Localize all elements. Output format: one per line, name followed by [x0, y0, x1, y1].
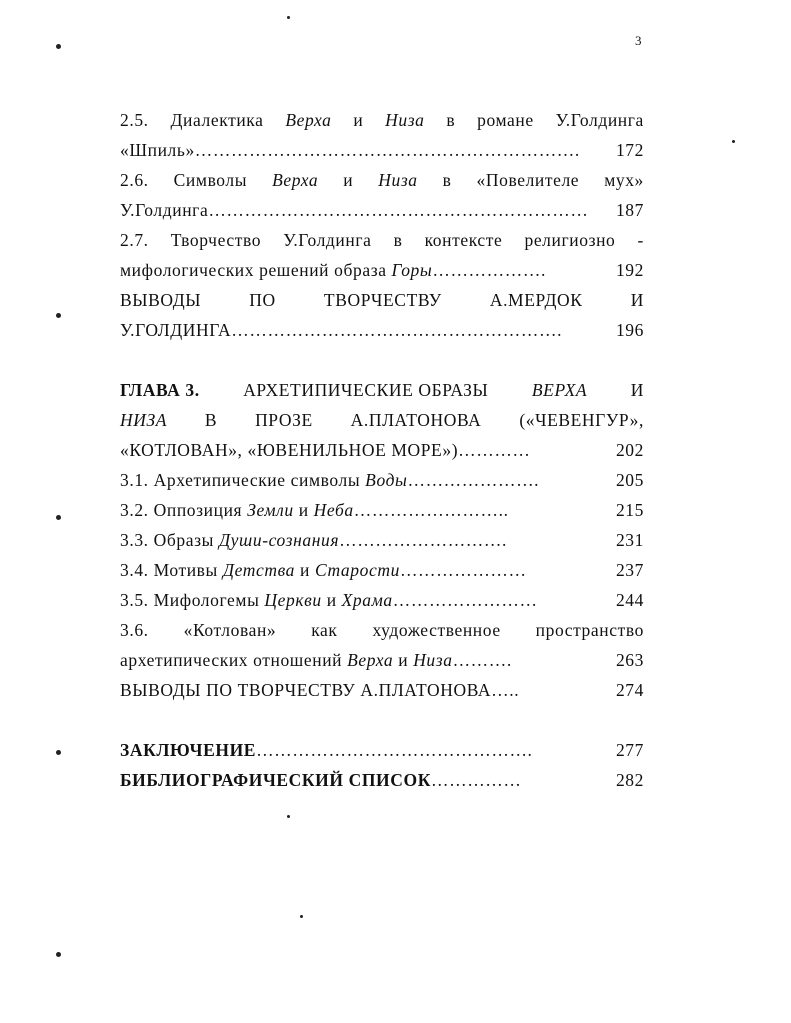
toc-conclusions-2-line-2	[120, 315, 644, 345]
toc-entry-3-5	[120, 585, 644, 615]
page-number: 3	[635, 33, 642, 48]
toc-text: мифологических решений образа	[120, 260, 392, 280]
toc-text: и	[295, 560, 315, 580]
toc-leader: ……………………………………….	[256, 740, 533, 760]
toc-word: контексте	[424, 230, 503, 250]
toc-bibliography	[120, 765, 644, 795]
toc-page-number: 231	[615, 530, 644, 550]
toc-leader: «Шпиль»……………………………………………………….	[120, 140, 580, 160]
toc-leader: ……….	[452, 650, 512, 670]
toc-page-number: 237	[615, 560, 644, 580]
toc-chapter-3-line-3	[120, 435, 644, 465]
toc-leader-group	[120, 585, 538, 615]
toc-word: романе	[477, 110, 534, 130]
toc-leader: ВЫВОДЫ ПО ТВОРЧЕСТВУ А.ПЛАТОНОВА…..	[120, 680, 520, 700]
toc-leader: ……………………	[392, 590, 538, 610]
toc-text: 3.5. Мифологемы	[120, 590, 265, 610]
toc-word: ПО	[249, 290, 276, 310]
toc-word-italic: Верха	[285, 110, 332, 130]
toc-leader: У.Голдинга………………………………………………………	[120, 200, 589, 220]
toc-text: 3.1. Архетипические символы	[120, 470, 366, 490]
toc-word: А.МЕРДОК	[489, 290, 583, 310]
toc-page-number: 282	[615, 770, 644, 790]
toc-word: в	[446, 110, 456, 130]
toc-leader-group	[120, 525, 507, 555]
toc-page-number: 244	[615, 590, 644, 610]
toc-text: 3.3. Образы	[120, 530, 219, 550]
toc-entry-2-5-line-1	[120, 105, 644, 135]
toc-word-italic: Храма	[341, 590, 393, 610]
toc-leader: ……………….	[432, 260, 546, 280]
toc-word: 3.6.	[120, 620, 149, 640]
toc-leader: «КОТЛОВАН», «ЮВЕНИЛЬНОЕ МОРЕ»)…………	[120, 440, 531, 460]
toc-word: в	[393, 230, 403, 250]
scan-speck	[56, 313, 61, 318]
table-of-contents	[120, 105, 644, 795]
toc-word: религиозно	[524, 230, 616, 250]
toc-entry-2-6-line-1	[120, 165, 644, 195]
toc-page-number: 196	[615, 320, 644, 340]
toc-word: У.Голдинга	[283, 230, 372, 250]
toc-leader-group	[120, 255, 546, 285]
toc-word-italic: Низа	[413, 650, 453, 670]
toc-heading-bold: БИБЛИОГРАФИЧЕСКИЙ СПИСОК	[120, 770, 431, 790]
toc-word-italic: Верха	[272, 170, 319, 190]
spacer	[120, 705, 644, 735]
toc-leader: ………………….	[407, 470, 540, 490]
toc-text: 3.4. Мотивы	[120, 560, 223, 580]
toc-leader-group	[120, 765, 522, 795]
toc-entry-3-3	[120, 525, 644, 555]
toc-word: Диалектика	[170, 110, 264, 130]
toc-word-italic: Неба	[313, 500, 354, 520]
toc-chapter-3-line-2	[120, 405, 644, 435]
toc-leader: ……………	[431, 770, 522, 790]
toc-word: пространство	[535, 620, 644, 640]
toc-entry-2-7-line-1	[120, 225, 644, 255]
toc-leader-group	[120, 465, 539, 495]
toc-text: АРХЕТИПИЧЕСКИЕ ОБРАЗЫ	[243, 380, 489, 400]
toc-entry-3-2	[120, 495, 644, 525]
toc-leader: У.ГОЛДИНГА……………………………………………….	[120, 320, 563, 340]
toc-leader: ……………………..	[353, 500, 509, 520]
scan-speck	[300, 915, 303, 918]
toc-word-italic: Верха	[347, 650, 394, 670]
toc-word: У.Голдинга	[555, 110, 644, 130]
toc-word: Символы	[173, 170, 248, 190]
toc-word: ВЫВОДЫ	[120, 290, 202, 310]
toc-chapter-3-line-1	[120, 375, 644, 405]
toc-word-italic: Горы	[391, 260, 433, 280]
toc-word-italic: Низа	[378, 170, 418, 190]
toc-word-italic: Души-сознания	[218, 530, 340, 550]
toc-word: А.ПЛАТОНОВА	[350, 410, 482, 430]
scan-speck	[56, 750, 61, 755]
toc-page-number: 205	[615, 470, 644, 490]
toc-page-number: 187	[615, 200, 644, 220]
toc-page-number: 202	[615, 440, 644, 460]
toc-word: 2.5.	[120, 110, 149, 130]
toc-word: И	[630, 380, 644, 400]
scan-speck	[732, 140, 735, 143]
toc-word: Творчество	[170, 230, 262, 250]
toc-leader-group	[120, 495, 509, 525]
toc-text: и	[393, 650, 414, 670]
toc-entry-3-4	[120, 555, 644, 585]
toc-word: ПРОЗЕ	[255, 410, 313, 430]
toc-word: и	[353, 110, 364, 130]
chapter-label: ГЛАВА 3.	[120, 380, 200, 400]
toc-word: художественное	[372, 620, 501, 640]
toc-word: ТВОРЧЕСТВУ	[323, 290, 442, 310]
toc-conclusions-2-line-1	[120, 285, 644, 315]
toc-entry-2-7-line-2	[120, 255, 644, 285]
toc-leader: …………………	[399, 560, 527, 580]
toc-entry-2-5-line-2	[120, 135, 644, 165]
toc-word: «Повелителе	[476, 170, 580, 190]
toc-word: «Котлован»	[183, 620, 277, 640]
toc-word-italic: Земли	[247, 500, 294, 520]
toc-page-number: 263	[615, 650, 644, 670]
toc-word: В	[204, 410, 218, 430]
toc-conclusion	[120, 735, 644, 765]
toc-word: 2.7.	[120, 230, 149, 250]
scan-speck	[56, 44, 61, 49]
toc-word-italic: Детства	[222, 560, 296, 580]
toc-text: и	[321, 590, 342, 610]
toc-page-number: 215	[615, 500, 644, 520]
toc-page-number: 277	[615, 740, 644, 760]
toc-word: как	[311, 620, 338, 640]
toc-word: («ЧЕВЕНГУР»,	[519, 410, 644, 430]
toc-conclusions-3	[120, 675, 644, 705]
toc-text: архетипических отношений	[120, 650, 348, 670]
spacer	[120, 345, 644, 375]
toc-entry-3-6-line-1	[120, 615, 644, 645]
scan-speck	[56, 952, 61, 957]
toc-entry-3-6-line-2	[120, 645, 644, 675]
toc-word-italic: ВЕРХА	[531, 380, 588, 400]
toc-page-number: 192	[615, 260, 644, 280]
toc-word: -	[637, 230, 644, 250]
toc-text: и	[293, 500, 314, 520]
toc-leader: ……………………….	[339, 530, 507, 550]
toc-word-italic: Низа	[385, 110, 425, 130]
scan-speck	[287, 16, 290, 19]
toc-word: мух»	[604, 170, 644, 190]
toc-page-number: 172	[615, 140, 644, 160]
toc-word-italic: Воды	[365, 470, 408, 490]
scan-speck	[56, 515, 61, 520]
toc-leader-group	[120, 645, 512, 675]
toc-word: в	[442, 170, 452, 190]
toc-leader-group	[120, 735, 533, 765]
toc-word-italic: Церкви	[264, 590, 322, 610]
toc-entry-2-6-line-2	[120, 195, 644, 225]
toc-word: 2.6.	[120, 170, 149, 190]
toc-leader-group	[120, 555, 527, 585]
scan-speck	[287, 815, 290, 818]
toc-page-number: 274	[615, 680, 644, 700]
toc-word: и	[343, 170, 354, 190]
toc-text: 3.2. Оппозиция	[120, 500, 248, 520]
toc-entry-3-1	[120, 465, 644, 495]
toc-word-italic: Старости	[314, 560, 400, 580]
toc-word: И	[630, 290, 644, 310]
toc-word-italic: НИЗА	[120, 410, 168, 430]
toc-heading-bold: ЗАКЛЮЧЕНИЕ	[120, 740, 257, 760]
